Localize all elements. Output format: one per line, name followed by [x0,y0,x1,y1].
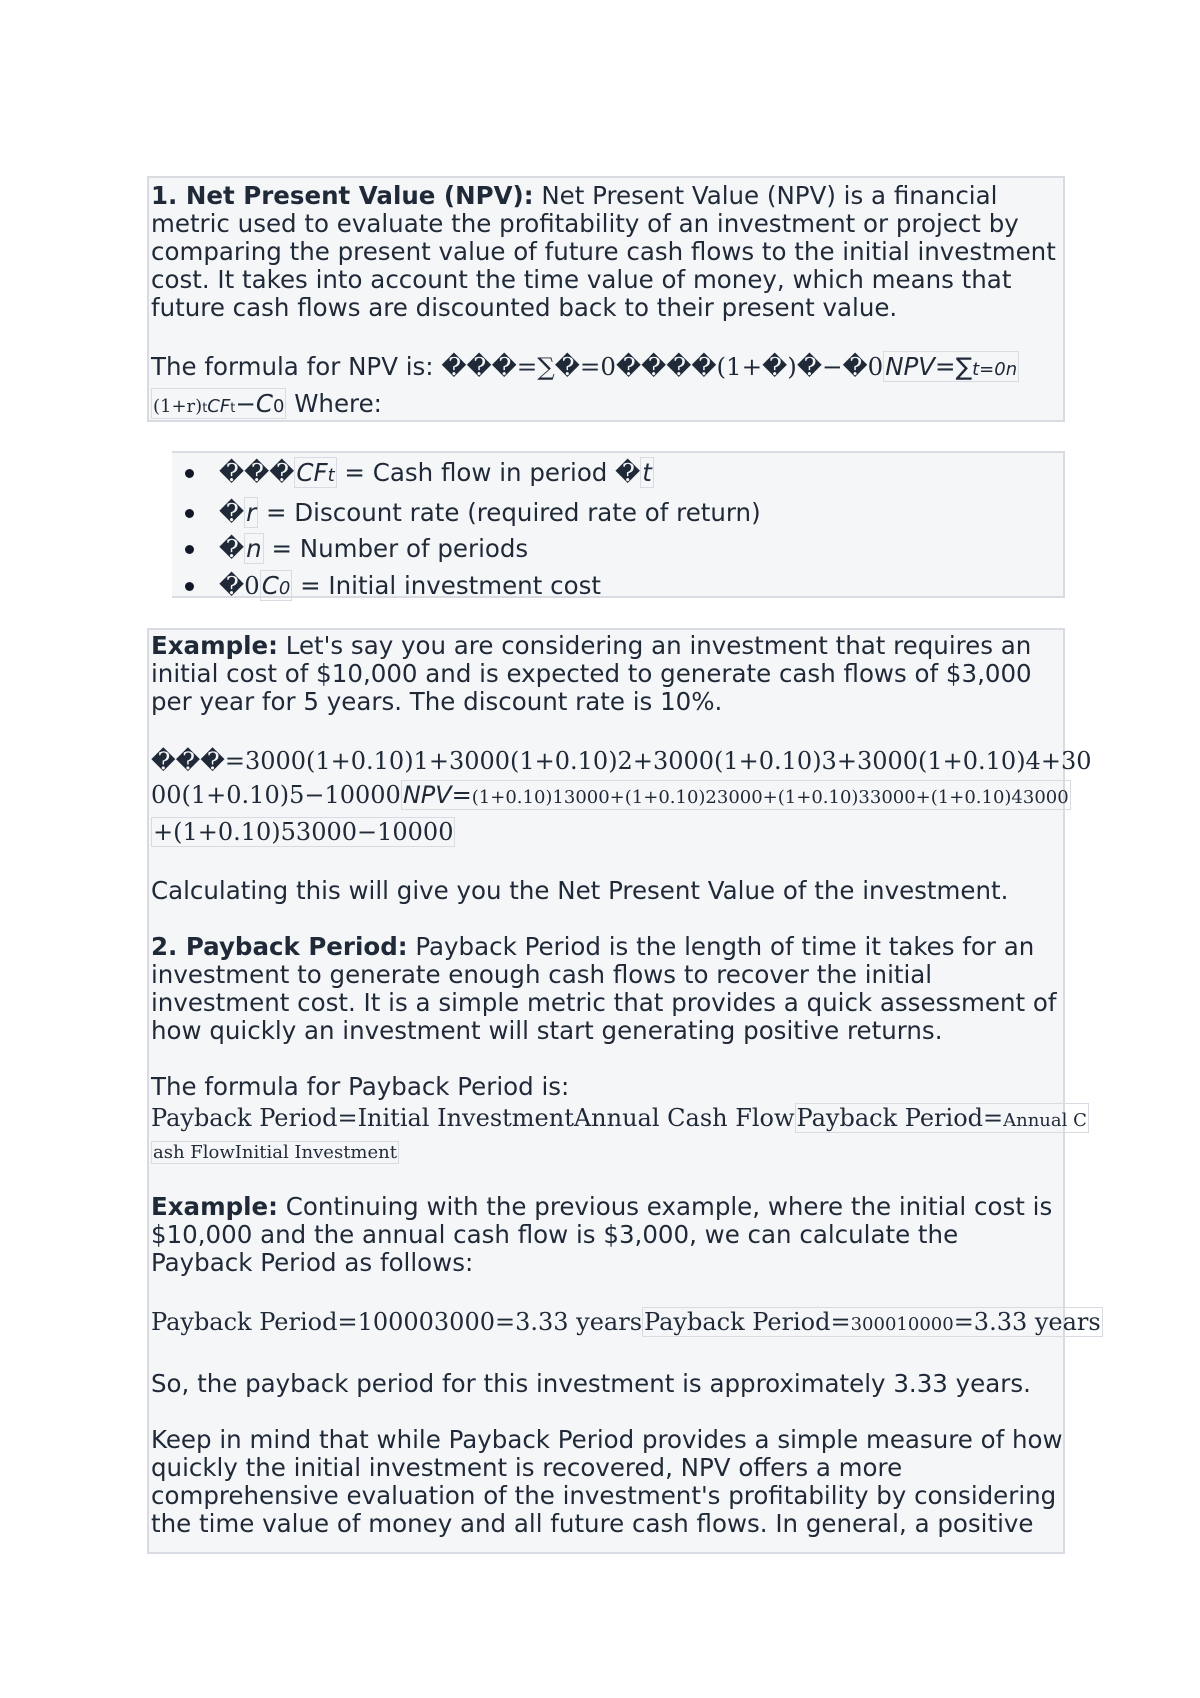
payback-formula-cont: ash FlowInitial Investment [153,1142,397,1163]
npv-formula-rendered-cont: (1+r)tCFt−C0 [153,389,285,418]
bullet-icon [185,509,194,518]
example2-label: Example: [151,1192,278,1221]
npv-formula-line2 [151,387,1063,426]
example1-text: Let's say you are considering an investment that requires an initial cost of $10,000 and is expected to generate cash flows of $3,000 per year for 5 years. The discount rate is 10%. [151,631,1032,716]
variable-symbol: r [246,497,257,527]
example1-paragraph [151,632,1063,716]
example1-label: Example: [151,631,278,660]
examples-section [147,628,1101,1554]
npv-where: Where: [286,389,382,418]
variable-symbol: CFt [296,458,335,487]
variable-item: ���CFt = Cash flow in period �t [147,455,1063,495]
example1-conclusion: Calculating this will give you the Net Present Value of the investment. [151,876,1009,905]
variable-symbol: C0 [261,570,291,600]
payback-heading: 2. Payback Period: [151,932,408,961]
example1-equation-line3: +(1+0.10)53000−10000 [153,818,454,846]
variable-symbol: n [246,534,262,563]
example1-equation-line2: 00(1+0.10)5−10000NPV=(1+0.10)13000+(1+0.10)23000+(1+0.10)33000+(1+0.10)43000 [151,781,1069,809]
example1-equation-line1: ���=3000(1+0.10)1+3000(1+0.10)2+3000(1+0.10)3+3000(1+0.10)4+30 [151,747,1092,775]
example2-paragraph [151,1193,1063,1277]
npv-variables-list [172,451,1065,598]
variable-item: �0C0 = Initial investment cost [147,568,1063,608]
npv-formula-garbled: ���=∑�=0����(1+�)�−�0 [441,352,884,381]
npv-intro: Net Present Value (NPV) is a financial metric used to evaluate the profitability of an investment or project by comparing the present value of future cash flows to the initial investment cost. It takes into account the time value of money, which means that future cash flows are discounted back to their present value. [151,181,1056,322]
npv-paragraph [151,182,1063,322]
example2-equation: Payback Period=100003000=3.33 yearsPayback Period=300010000=3.33 years [151,1308,1101,1336]
npv-formula-prefix: The formula for NPV is: [151,352,442,381]
npv-formula-line [151,350,1063,387]
npv-formula-rendered: NPV=∑t=0n [885,352,1018,381]
example2-text: Continuing with the previous example, where the initial cost is $10,000 and the annual cash flow is $3,000, we can calculate the Payback Period as follows: [151,1192,1053,1277]
bullet-icon [185,582,194,591]
bullet-icon [185,469,194,478]
npv-section [147,176,1065,422]
payback-paragraph [151,933,1063,1045]
variable-item: �n = Number of periods [147,531,1063,568]
closing-paragraph: Keep in mind that while Payback Period provides a simple measure of how quickly the initial investment is recovered, NPV offers a more comprehensive evaluation of the investment's profitability by considering the time value of money and all future cash flows. In general, a positive [151,1425,1063,1538]
variables-list [147,455,1063,607]
npv-heading: 1. Net Present Value (NPV): [151,181,534,210]
variable-item: �r = Discount rate (required rate of return) [147,495,1063,532]
bullet-icon [185,545,194,554]
payback-formula: Payback Period=Initial InvestmentAnnual Cash FlowPayback Period=Annual C [151,1104,1087,1132]
payback-formula-prefix: The formula for Payback Period is: [151,1072,570,1101]
example2-result: So, the payback period for this investment is approximately 3.33 years. [151,1369,1031,1398]
payback-intro: Payback Period is the length of time it takes for an investment to generate enough cash flows to recover the initial investment cost. It is a simple metric that provides a quick assessment of how quickly an investment will start generating positive returns. [151,932,1057,1045]
